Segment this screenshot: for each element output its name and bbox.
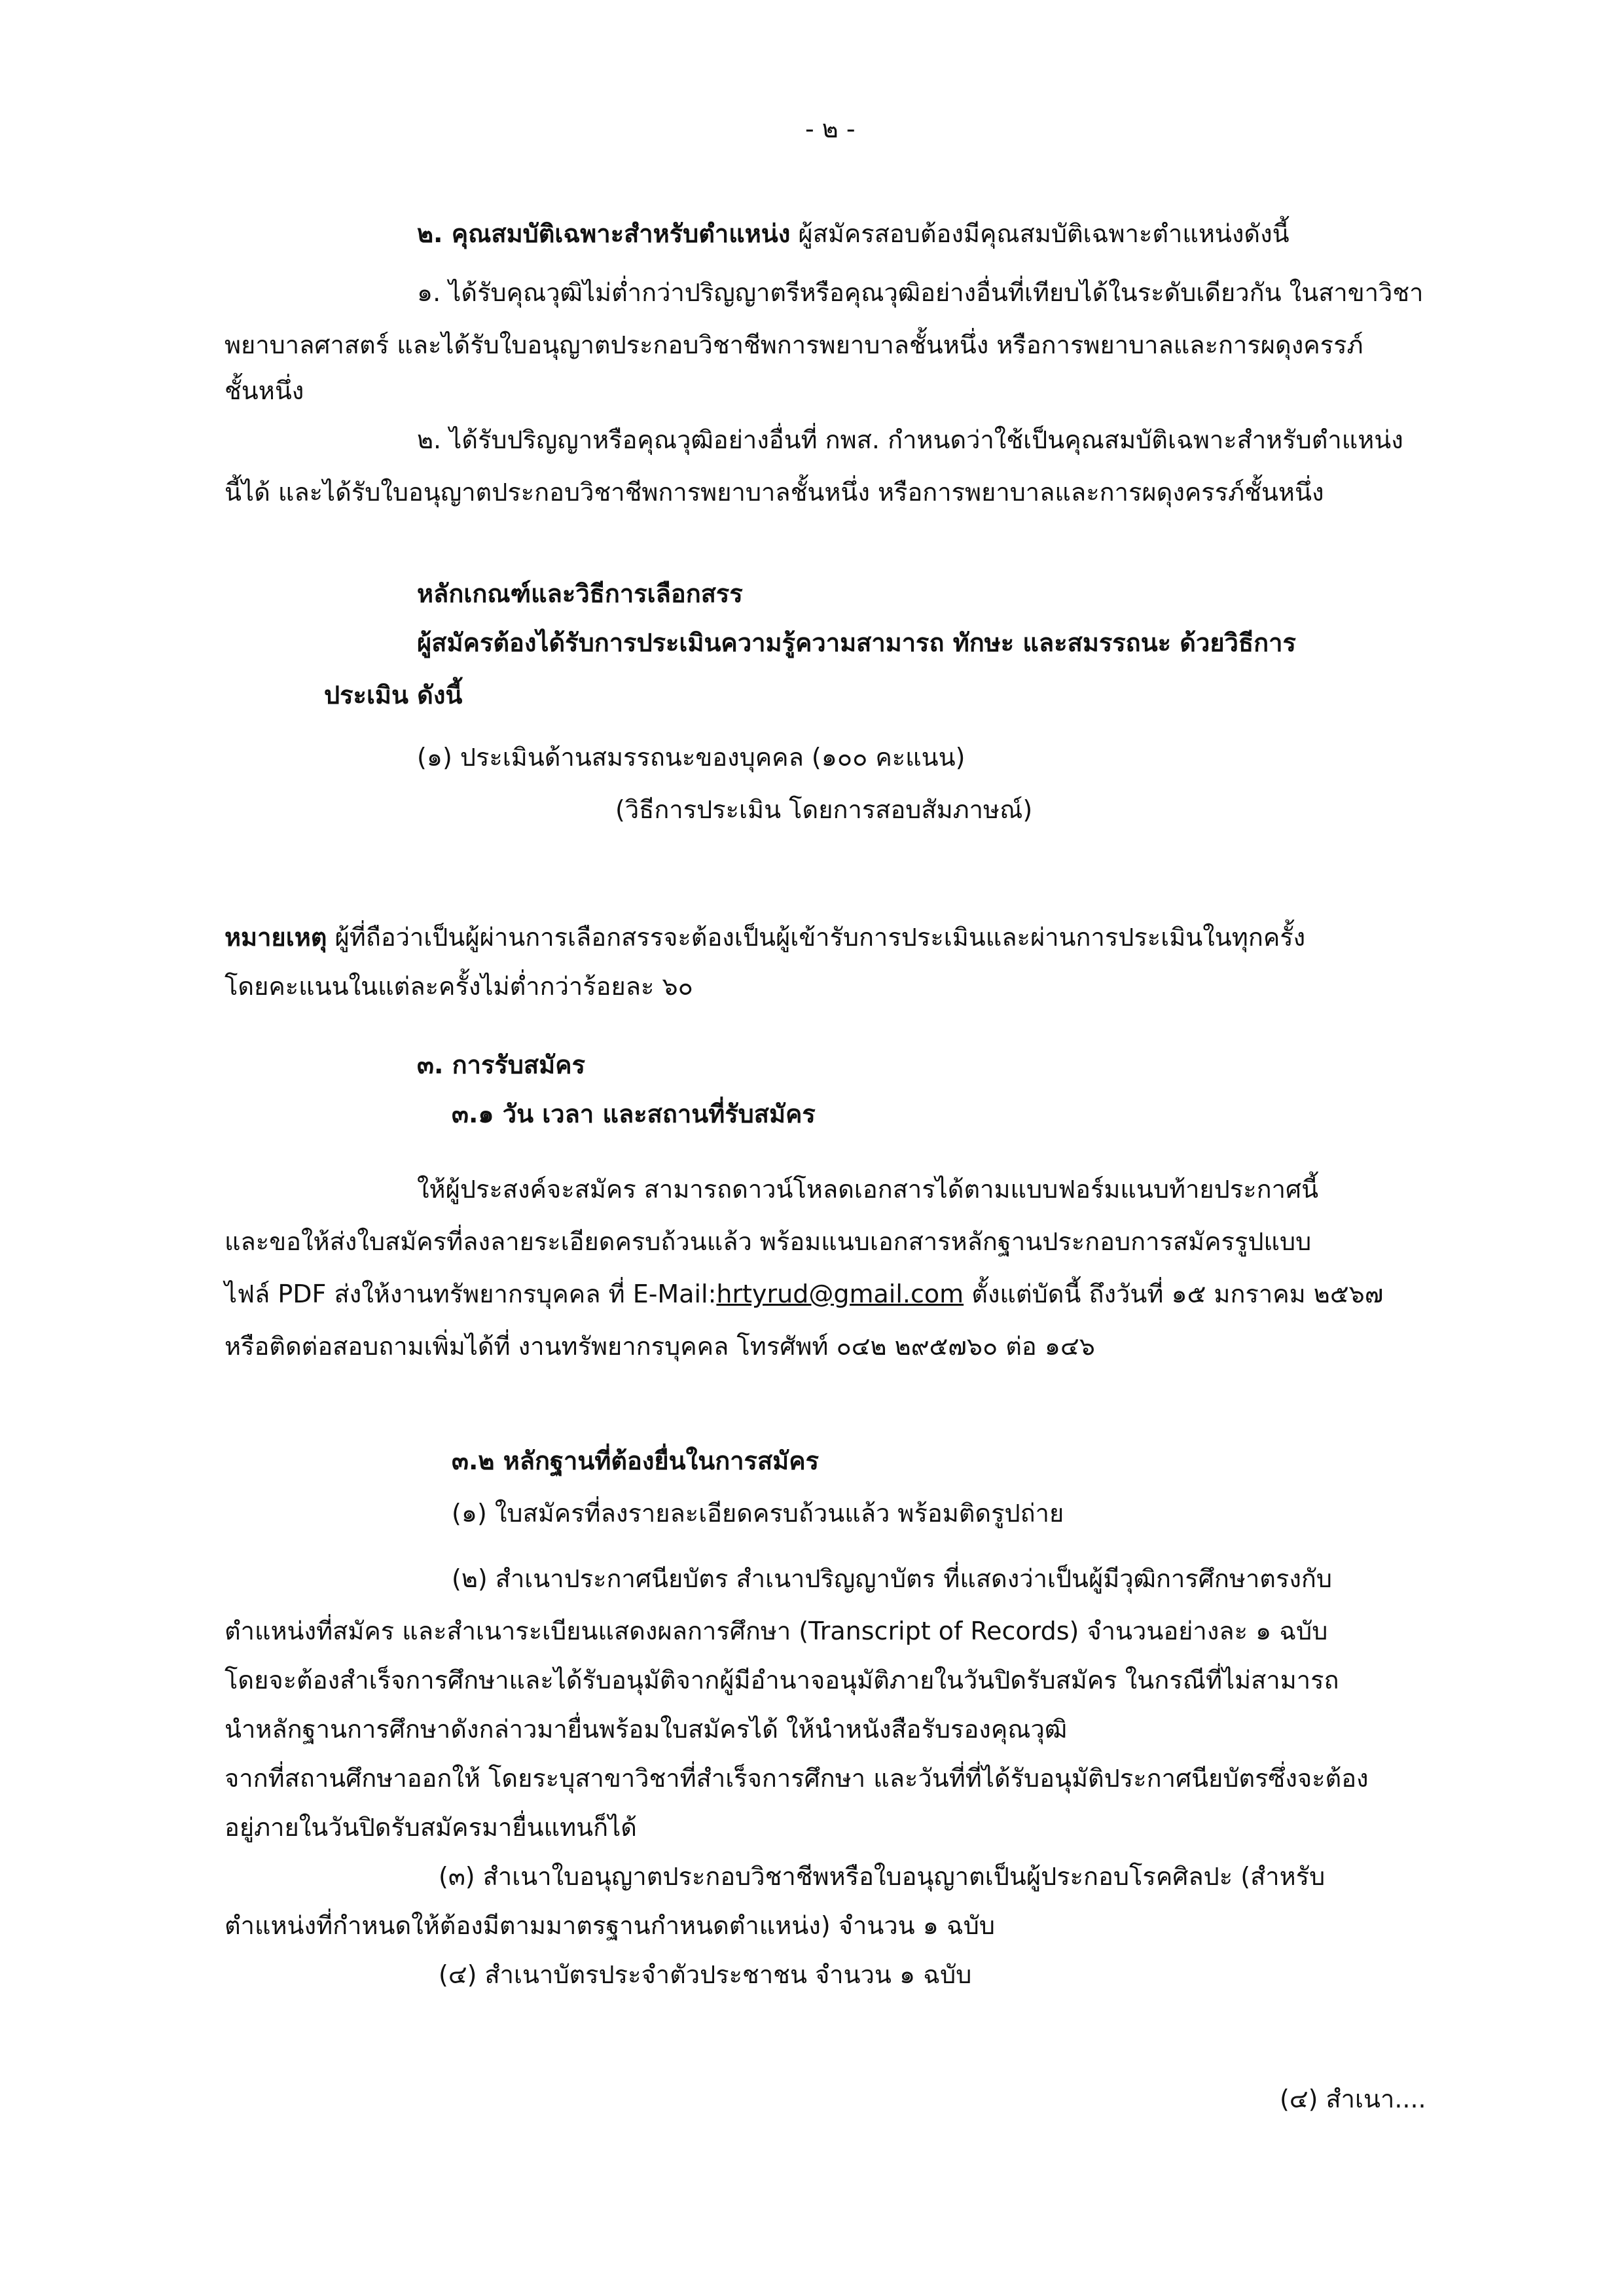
sec3-doc2-line4: นำหลักฐานการศึกษาดังกล่าวมายื่นพร้อมใบสมัครได้ ให้นำหนังสือรับรองคุณวุฒิ [225, 1715, 1068, 1744]
continuation-marker: (๔) สำเนา.... [1280, 2085, 1426, 2113]
sec3-doc2-line1: (๒) สำเนาประกาศนียบัตร สำเนาปริญญาบัตร ที่แสดงว่าเป็นผู้มีวุฒิการศึกษาตรงกับ [452, 1564, 1333, 1593]
sec3-sub1: ๓.๑ วัน เวลา และสถานที่รับสมัคร [452, 1100, 816, 1128]
criteria-intro-line1: ผู้สมัครต้องได้รับการประเมินความรู้ความสามารถ ทักษะ และสมรรถนะ ด้วยวิธีการ [417, 628, 1296, 657]
criteria-intro-line2: ประเมิน ดังนี้ [324, 681, 463, 709]
para1-line3-b: ตั้งแต่บัดนี้ ถึงวันที่ ๑๕ มกราคม ๒๕๖๗ [964, 1280, 1384, 1308]
sec3-para1-line4: หรือติดต่อสอบถามเพิ่มได้ที่ งานทรัพยากรบุคคล โทรศัพท์ ๐๔๒ ๒๙๕๗๖๐ ต่อ ๑๔๖ [225, 1332, 1095, 1361]
sec3-doc2-line3: โดยจะต้องสำเร็จการศึกษาและได้รับอนุมัติจากผู้มีอำนาจอนุมัติภายในวันปิดรับสมัคร ในกรณีที่ไม่สามารถ [225, 1666, 1339, 1695]
sec3-sub2: ๓.๒ หลักฐานที่ต้องยื่นในการสมัคร [452, 1446, 820, 1475]
sec2-item1-line2: พยาบาลศาสตร์ และได้รับใบอนุญาตประกอบวิชาชีพการพยาบาลชั้นหนึ่ง หรือการพยาบาลและการผดุงครรภ์ [225, 331, 1363, 359]
sec3-doc3-line2: ตำแหน่งที่กำหนดให้ต้องมีตามมาตรฐานกำหนดตำแหน่ง) จำนวน ๑ ฉบับ [225, 1911, 996, 1940]
sec3-doc1: (๑) ใบสมัครที่ลงรายละเอียดครบถ้วนแล้ว พร้อมติดรูปถ่าย [452, 1499, 1064, 1528]
note-label: หมายเหตุ [225, 923, 327, 952]
sec2-item1-line1: ๑. ได้รับคุณวุฒิไม่ต่ำกว่าปริญญาตรีหรือคุณวุฒิอย่างอื่นที่เทียบได้ในระดับเดียวกัน ในสาขาวิชา [417, 278, 1424, 307]
note-text: ผู้ที่ถือว่าเป็นผู้ผ่านการเลือกสรรจะต้องเป็นผู้เข้ารับการประเมินและผ่านการประเมินในทุกครั้ง [327, 923, 1306, 952]
sec2-item2-line2: นี้ได้ และได้รับใบอนุญาตประกอบวิชาชีพการพยาบาลชั้นหนึ่ง หรือการพยาบาลและการผดุงครรภ์ชั้นหนึ่ง [225, 478, 1324, 507]
sec2-heading-rest: ผู้สมัครสอบต้องมีคุณสมบัติเฉพาะตำแหน่งดังนี้ [790, 219, 1290, 248]
sec2-item1-line3: ชั้นหนึ่ง [225, 376, 304, 405]
sec3-doc2-line2: ตำแหน่งที่สมัคร และสำเนาระเบียนแสดงผลการศึกษา (Transcript of Records) จำนวนอย่างละ ๑ ฉบับ [225, 1617, 1328, 1645]
sec3-para1-line3 [225, 1276, 1383, 1312]
sec2-heading: ๒. คุณสมบัติเฉพาะสำหรับตำแหน่ง [417, 219, 791, 248]
sec3-heading: ๓. การรับสมัคร [417, 1050, 586, 1079]
sec3-doc3-line1: (๓) สำเนาใบอนุญาตประกอบวิชาชีพหรือใบอนุญาตเป็นผู้ประกอบโรคศิลปะ (สำหรับ [439, 1862, 1326, 1891]
sec3-para1-line2: และขอให้ส่งใบสมัครที่ลงลายระเอียดครบถ้วนแล้ว พร้อมแนบเอกสารหลักฐานประกอบการสมัครรูปแบบ [225, 1227, 1312, 1256]
criteria-item1: (๑) ประเมินด้านสมรรถนะของบุคคล (๑๐๐ คะแนน) [417, 743, 965, 772]
sec2-item2-line1: ๒. ได้รับปริญญาหรือคุณวุฒิอย่างอื่นที่ กพส. กำหนดว่าใช้เป็นคุณสมบัติเฉพาะสำหรับตำแหน่ง [417, 425, 1403, 454]
criteria-heading: หลักเกณฑ์และวิธีการเลือกสรร [417, 579, 743, 608]
page-number: - ๒ - [805, 115, 856, 143]
note-line2: โดยคะแนนในแต่ละครั้งไม่ต่ำกว่าร้อยละ ๖๐ [225, 972, 693, 1001]
note-line1 [225, 920, 1305, 955]
sec3-para1-line1: ให้ผู้ประสงค์จะสมัคร สามารถดาวน์โหลดเอกสารได้ตามแบบฟอร์มแนบท้ายประกาศนี้ [417, 1175, 1319, 1204]
para1-line3-a: ไฟล์ PDF ส่งให้งานทรัพยากรบุคคล ที่ E-Mail: [225, 1280, 717, 1308]
sec3-doc2-line5: จากที่สถานศึกษาออกให้ โดยระบุสาขาวิชาที่สำเร็จการศึกษา และวันที่ที่ได้รับอนุมัติประกาศนียบัตรซึ่งจะต้อง [225, 1764, 1369, 1793]
criteria-item1-method: (วิธีการประเมิน โดยการสอบสัมภาษณ์) [615, 795, 1033, 824]
sec3-doc4: (๔) สำเนาบัตรประจำตัวประชาชน จำนวน ๑ ฉบับ [439, 1960, 972, 1989]
sec3-doc2-line6: อยู่ภายในวันปิดรับสมัครมายื่นแทนก็ได้ [225, 1813, 637, 1842]
email-link[interactable]: hrtyrud@gmail.com [716, 1280, 964, 1308]
sec2-heading-line [417, 216, 1290, 251]
